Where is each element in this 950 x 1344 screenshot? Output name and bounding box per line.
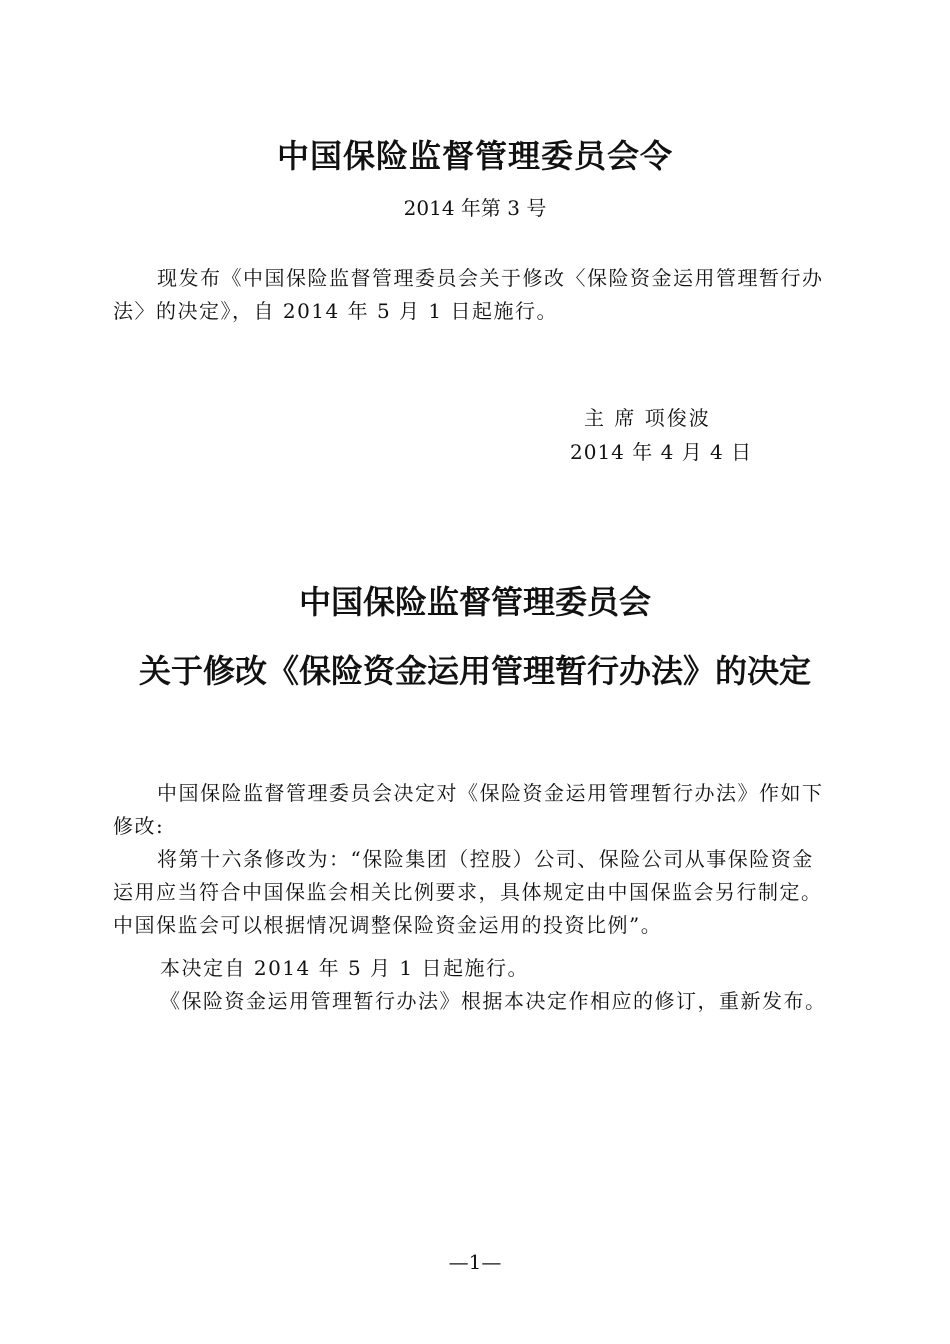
decision-paragraph-amendment: 将第十六条修改为：“保险集团（控股）公司、保险公司从事保险资金运用应当符合中国保监会相关比例要求，具体规定由中国保监会另行制定。中国保监会可以根据情况调整保险资金运用的投资比例”。 [113, 847, 823, 937]
decision-paragraph-republish: 《保险资金运用管理暂行办法》根据本决定作相应的修订，重新发布。 [160, 989, 827, 1013]
order-title: 中国保险监督管理委员会令 [276, 137, 673, 175]
announcement-paragraph: 现发布《中国保险监督管理委员会关于修改〈保险资金运用管理暂行办法〉的决定》，自 2014 年 5 月 1 日起施行。 [113, 266, 824, 323]
decision-paragraph-effective: 本决定自 2014 年 5 月 1 日起施行。 [160, 956, 529, 980]
decision-paragraph-intro: 中国保险监督管理委员会决定对《保险资金运用管理暂行办法》作如下修改: [113, 781, 824, 838]
decision-title-line1: 中国保险监督管理委员会 [298, 583, 651, 621]
signer: 主 席 项俊波 [584, 406, 711, 430]
decision-title-line2: 关于修改《保险资金运用管理暂行办法》的决定 [138, 652, 811, 690]
order-number: 2014 年第 3 号 [403, 196, 547, 220]
page-number: —1— [448, 1250, 502, 1274]
signing-date: 2014 年 4 月 4 日 [570, 440, 753, 464]
